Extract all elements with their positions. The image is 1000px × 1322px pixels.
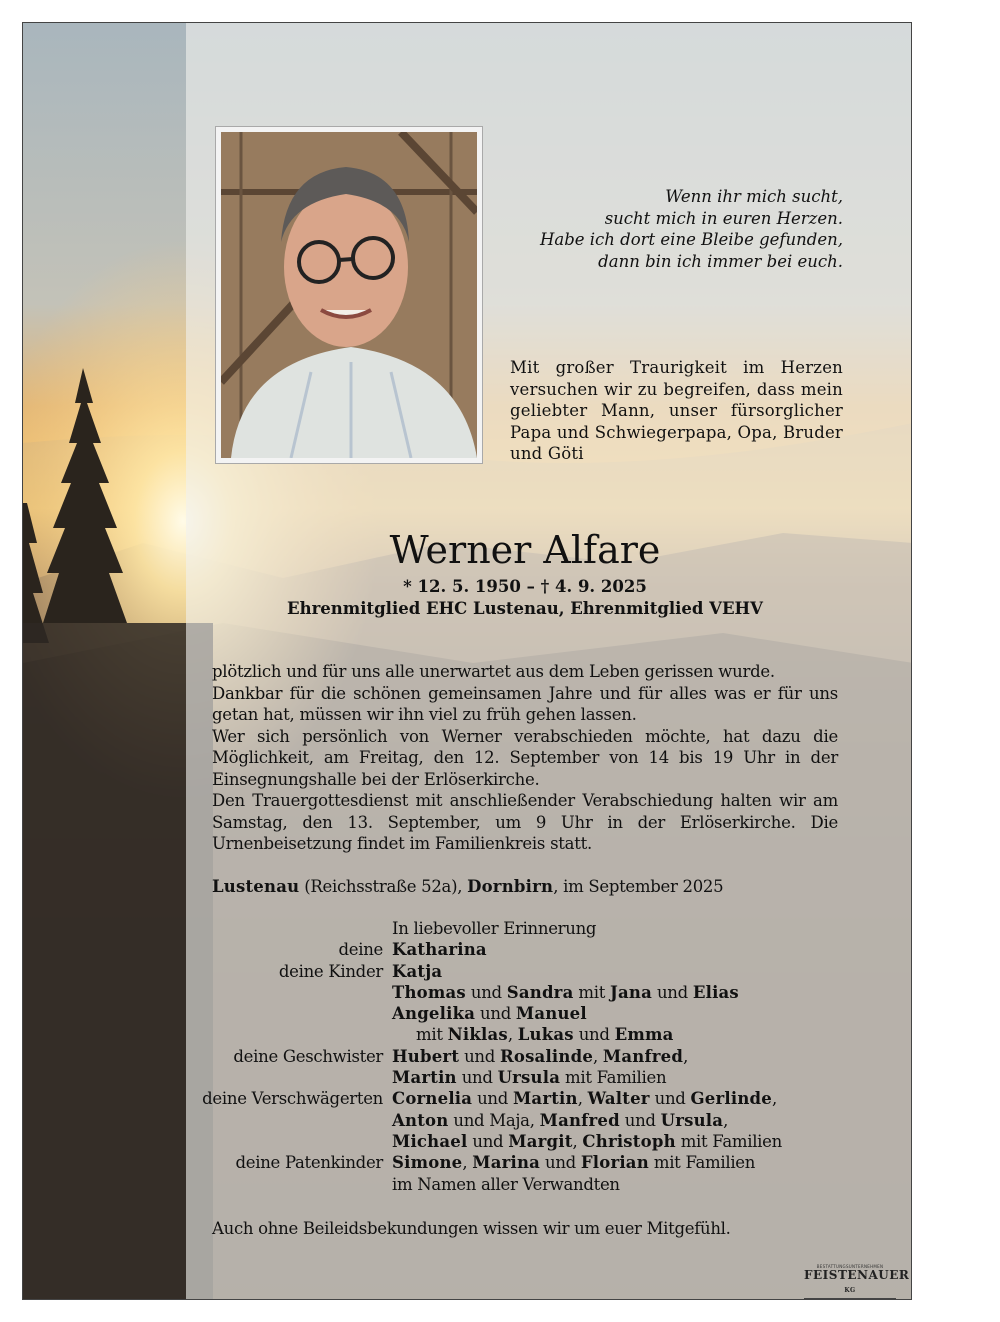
relation-label: deine Patenkinder <box>235 1153 383 1173</box>
list-item: deine Verschwägerten Cornelia und Martin, Walter und Gerlinde, <box>200 1088 840 1109</box>
mourner-name: Lukas <box>517 1025 574 1045</box>
list-item: Michael und Margit, Christoph mit Familien <box>392 1131 782 1151</box>
mourner-name: Manfred <box>539 1110 620 1130</box>
announcement-body <box>212 661 838 855</box>
town-lustenau: Lustenau <box>212 877 300 896</box>
mourner-name: Sandra <box>506 982 574 1002</box>
logo-underline <box>804 1298 896 1299</box>
verse-line: dann bin ich immer bei euch. <box>598 251 843 271</box>
mourner-name: Margit <box>508 1131 573 1151</box>
mourner-name: Emma <box>614 1025 674 1045</box>
verse-line: sucht mich in euren Herzen. <box>604 208 843 228</box>
mourner-name: Anton <box>392 1110 449 1130</box>
place-and-date <box>212 876 838 898</box>
relation-label: deine Verschwägerten <box>202 1089 383 1109</box>
body-paragraph: Dankbar für die schönen gemeinsamen Jahre und für alles was er für uns getan hat, müssen wir ihn viel zu früh gehen lassen. <box>212 683 838 724</box>
list-item <box>200 939 840 960</box>
mourner-name: Angelika <box>392 1004 476 1024</box>
mourner-name: Elias <box>692 982 739 1002</box>
mourner-name: Martin <box>392 1068 457 1088</box>
town-dornbirn: Dornbirn <box>467 877 554 896</box>
list-item: deine Geschwister Hubert und Rosalinde, Manfred, <box>200 1046 840 1067</box>
mourner-name: Manuel <box>515 1004 587 1024</box>
verse-line: Wenn ihr mich sucht, <box>665 187 843 206</box>
relation-label: deine Kinder <box>278 961 383 981</box>
list-item: Angelika und Manuel <box>392 1004 587 1024</box>
mourner-name: Marina <box>472 1153 541 1173</box>
list-item: mit Niklas, Lukas und Emma <box>416 1025 674 1045</box>
list-item <box>200 1174 840 1195</box>
closing-note: Auch ohne Beileidsbekundungen wissen wir um euer Mitgefühl. <box>212 1219 731 1238</box>
body-paragraph: Den Trauergottesdienst mit anschließender Verabschiedung halten wir am Samstag, den 13. September, um 9 Uhr in der Erlöserkirche. Die Urnenbeisetzung findet im Familienkreis statt. <box>212 791 838 853</box>
logo-tagline: BESTATTUNGSUNTERNEHMEN <box>816 1264 884 1269</box>
verse-line: Habe ich dort eine Bleibe gefunden, <box>539 230 843 249</box>
deceased-portrait-photo <box>221 132 477 458</box>
memorial-verse <box>500 186 843 272</box>
life-dates: * 12. 5. 1950 – † 4. 9. 2025 <box>403 577 647 596</box>
mourner-name: Katja <box>392 961 443 981</box>
mourner-name: Walter <box>587 1089 650 1109</box>
date: , im September 2025 <box>553 877 724 896</box>
list-item <box>200 918 840 939</box>
logo-suffix: KG <box>844 1287 856 1294</box>
relation-label: deine <box>338 940 383 960</box>
list-item: Thomas und Sandra mit Jana und Elias <box>392 982 739 1002</box>
address: (Reichsstraße 52a), <box>299 877 468 896</box>
mourner-name: Niklas <box>447 1025 508 1045</box>
mourner-name: Manfred <box>602 1046 684 1066</box>
mourner-name: Martin <box>512 1089 578 1109</box>
mourner-name: Ursula <box>660 1110 724 1130</box>
body-paragraph: plötzlich und für uns alle unerwartet aus dem Leben gerissen wurde. <box>212 662 775 681</box>
body-paragraph: Wer sich persönlich von Werner verabschieden möchte, hat dazu die Möglichkeit, am Freitag, den 12. September von 14 bis 19 Uhr in der Einsegnungshalle bei der Erlöserkirche. <box>212 726 838 789</box>
mourner-name: Rosalinde <box>499 1046 594 1066</box>
funeral-home-logo <box>804 1264 910 1294</box>
mourner-name: Florian <box>580 1153 649 1173</box>
mourner-name: Hubert <box>392 1046 460 1066</box>
mourner-name: Ursula <box>497 1068 561 1088</box>
mourner-name: Katharina <box>392 940 487 960</box>
mourner-name: Michael <box>392 1131 468 1151</box>
relatives-line: im Namen aller Verwandten <box>392 1174 620 1194</box>
mourner-name: Gerlinde <box>690 1089 772 1109</box>
deceased-name: Werner Alfare <box>389 528 661 572</box>
honorary-memberships: Ehrenmitglied EHC Lustenau, Ehrenmitglied VEHV <box>287 599 763 618</box>
logo-name: FEISTENAUER <box>804 1268 910 1282</box>
mourners-list <box>200 918 840 1195</box>
remembrance-line: In liebevoller Erinnerung <box>392 919 597 938</box>
list-item: deine Patenkinder Simone, Marina und Florian mit Familien <box>200 1152 840 1173</box>
intro-paragraph: Mit großer Traurigkeit im Herzen versuchen wir zu begreifen, dass mein geliebter Mann, unser fürsorglicher Papa und Schwiegerpapa, Opa, Bruder und Göti <box>510 358 844 463</box>
mourner-name: Maja <box>489 1110 530 1130</box>
mourner-name: Simone <box>392 1153 463 1173</box>
mourner-name: Thomas <box>392 982 466 1002</box>
portrait-frame <box>215 126 483 464</box>
list-item: Martin und Ursula mit Familien <box>392 1068 667 1088</box>
list-item: Anton und Maja, Manfred und Ursula, <box>392 1110 729 1130</box>
relation-label: deine Geschwister <box>233 1046 383 1066</box>
mourner-name: Christoph <box>582 1131 676 1151</box>
mourner-name: Cornelia <box>392 1089 473 1109</box>
list-item <box>200 961 840 982</box>
mourner-name: Jana <box>610 982 653 1002</box>
